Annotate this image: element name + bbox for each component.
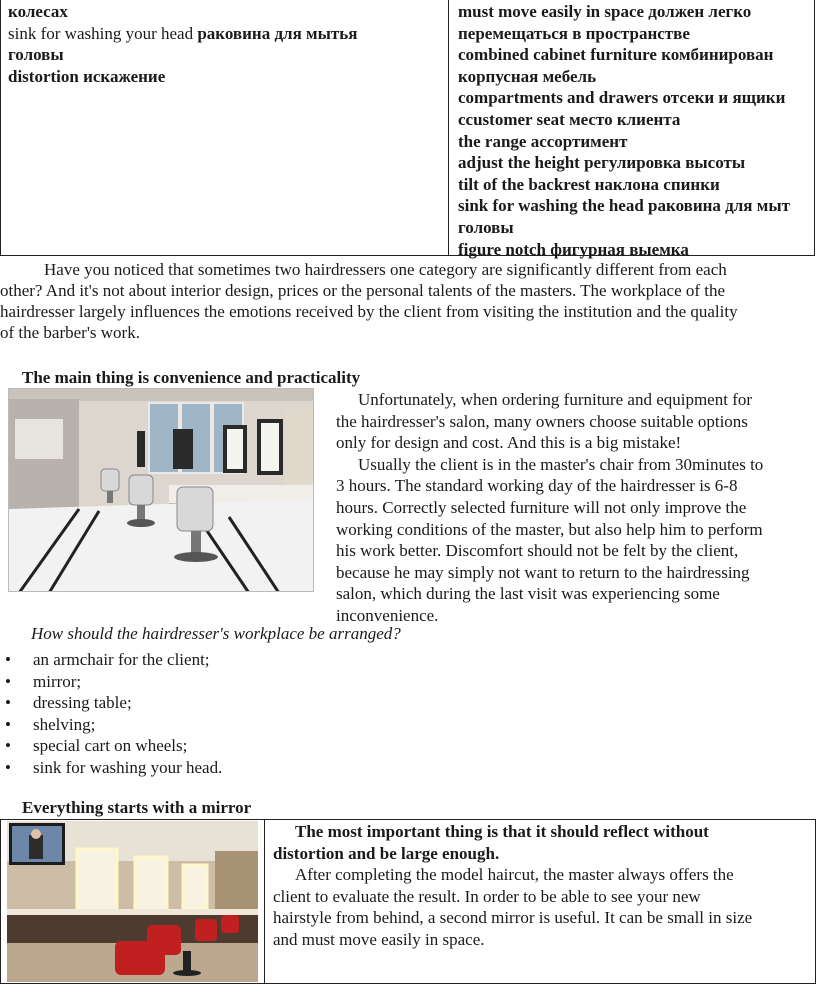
vocab-row: compartments and drawers отсеки и ящики <box>458 88 786 108</box>
vocab-row: tilt of the backrest наклона спинки <box>458 174 720 194</box>
section-heading-mirror: Everything starts with a mirror <box>22 798 252 817</box>
bullet-icon: • <box>5 671 11 691</box>
convenience-paragraph: Unfortunately, when ordering furniture and equipment for the hairdresser's salon, many owners choose suitable options only for design and cost. And this is a big mistake! Usually the client is in the master's chair from 30minutes to 3 hours. The standard working day of the hairdresser is 6-8 hours. Correctly selected furniture will not only improve the working conditions of the master, but also help him to perform his work better. Discomfort should not be felt by the client, because he may simply not want to return to the hairdressing salon, which during the last visit was experiencing some inconvenience. <box>336 390 764 625</box>
bullet-icon: • <box>5 650 11 669</box>
vocab-row: корпусная мебель <box>458 66 597 86</box>
vocab-row: sink for washing the head раковина для мыт <box>458 196 790 216</box>
list-item: • shelving; <box>5 714 96 734</box>
vocab-row: головы <box>8 45 64 65</box>
barbershop-photo <box>8 388 314 592</box>
vocabulary-table-divider <box>448 0 449 256</box>
vocab-row: the range ассортимент <box>458 131 628 151</box>
bullet-icon: • <box>5 714 11 734</box>
list-item: • an armchair for the client; <box>5 650 210 669</box>
salon-red-chairs-photo <box>7 821 258 982</box>
bullet-icon: • <box>5 736 11 756</box>
workplace-items-list <box>0 649 222 779</box>
vocab-row: combined cabinet furniture комбинирован <box>458 45 774 65</box>
vocab-row: sink for washing your head раковина для мытья <box>8 23 358 43</box>
list-item: • dressing table; <box>5 693 132 713</box>
vocab-row: must move easily in space должен легко <box>458 2 752 21</box>
vocab-row: adjust the height регулировка высоты <box>458 153 746 173</box>
list-item: • sink for washing your head. <box>5 757 223 777</box>
vocabulary-right-column <box>458 1 815 260</box>
workplace-question: How should the hairdresser's workplace be arranged? <box>31 624 401 643</box>
barbershop-illustration <box>9 389 314 592</box>
list-item: • mirror; <box>5 671 82 691</box>
bullet-icon: • <box>5 757 11 777</box>
vocab-row: перемещаться в пространстве <box>458 23 690 43</box>
salon-illustration <box>7 821 258 982</box>
vocab-row: ccustomer seat место клиента <box>458 109 681 129</box>
bullet-icon: • <box>5 693 11 713</box>
vocab-row: distortion искажение <box>8 66 166 86</box>
vocab-row: головы <box>458 217 514 237</box>
list-item: • special cart on wheels; <box>5 736 188 756</box>
section-heading-convenience: The main thing is convenience and practicality <box>22 368 361 387</box>
vocabulary-left-column <box>8 1 357 87</box>
vocab-row: колесах <box>8 2 68 21</box>
mirror-paragraph: The most important thing is that it should reflect without distortion and be large enough. After completing the model haircut, the master always offers the client to evaluate the result. In order to be able to see your new hairstyle from behind, a second mirror is useful. It can be small in size and must move easily in space. <box>273 822 753 949</box>
mirror-table-divider <box>264 819 265 984</box>
intro-paragraph: Have you noticed that sometimes two hairdressers one category are significantly different from each other? And it's not about interior design, prices or the personal talents of the masters. The workplace of the hairdresser largely influences the emotions received by the client from visiting the institution and the quality of the barber's work. <box>0 260 738 342</box>
vocab-row: figure notch фигурная выемка <box>458 239 689 259</box>
